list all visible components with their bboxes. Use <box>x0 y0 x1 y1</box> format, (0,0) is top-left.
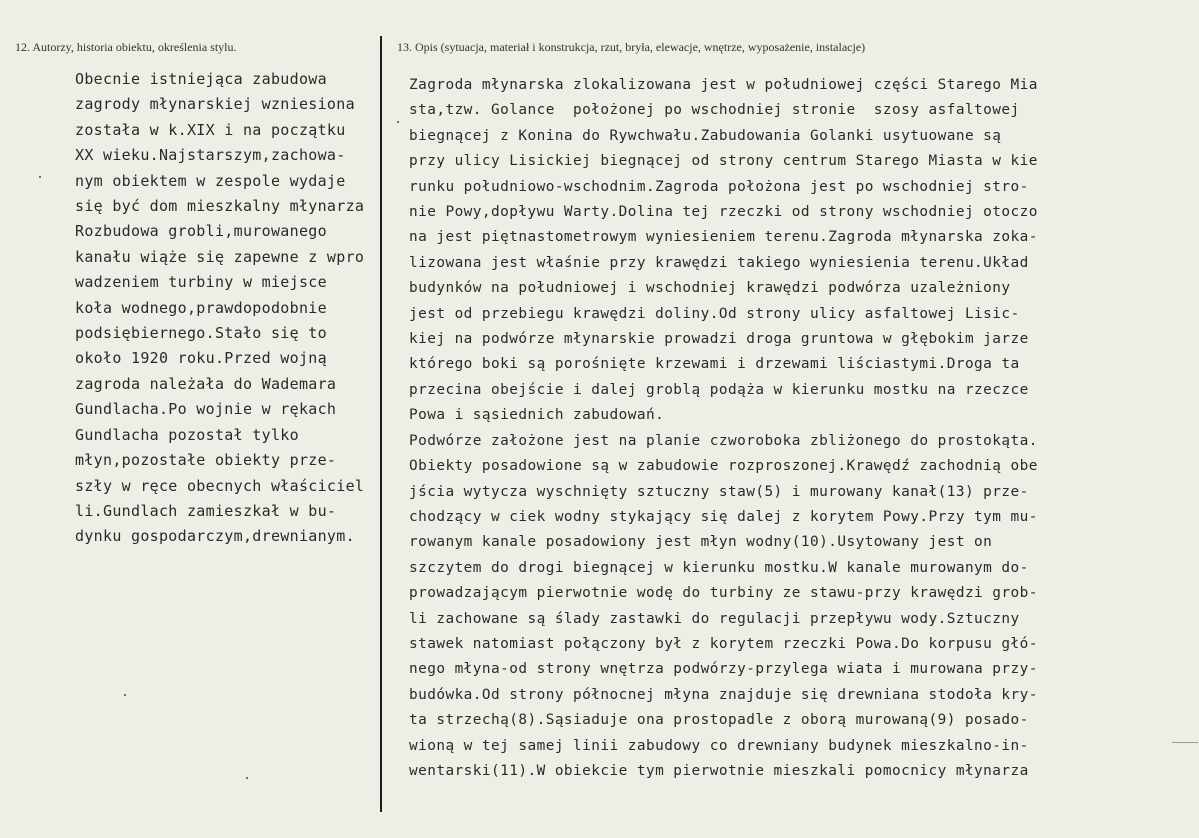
history-text-line: została w k.XIX i na początku <box>75 120 346 139</box>
history-text-column <box>75 67 364 550</box>
history-text-line: koła wodnego,prawdopodobnie <box>75 298 327 317</box>
history-text-line: zagroda należała do Wademara <box>75 374 337 393</box>
description-text-line: Zagroda młynarska zlokalizowana jest w południowej części Starego Mia <box>409 77 1038 93</box>
history-text-line: li.Gundlach zamieszkał w bu- <box>75 501 337 520</box>
description-text-line: Powa i sąsiednich zabudowań. <box>409 407 665 424</box>
description-text-line: li zachowane są ślady zastawki do regulacji przepływu wody.Sztuczny <box>409 610 1020 627</box>
history-text-line: szły w ręce obecnych właściciel <box>75 476 365 495</box>
scan-speck <box>124 694 126 696</box>
description-text-line: budynków na południowej i wschodniej krawędzi podwórza uzależniony <box>409 280 1011 297</box>
description-text-line: runku południowo-wschodnim.Zagroda położona jest po wschodniej stro- <box>409 178 1029 195</box>
description-text-line: biegnącej z Konina do Rywchwału.Zabudowania Golanki usytuowane są <box>409 127 1002 144</box>
description-text-line: chodzący w ciek wodny stykający się dalej z korytem Powy.Przy tym mu- <box>409 508 1038 525</box>
history-text-line: podsiębiernego.Stało się to <box>75 324 327 343</box>
history-text-line: się być dom mieszkalny młynarza <box>75 197 365 216</box>
description-text-line: jest od przebiegu krawędzi doliny.Od strony ulicy asfaltowej Lisic- <box>409 305 1020 322</box>
description-text-line: prowadzającym pierwotnie wodę do turbiny ze stawu-przy krawędzi grob- <box>409 585 1038 602</box>
description-text-line: przy ulicy Lisickiej biegnącej od strony centrum Starego Miasta w kie <box>409 153 1038 170</box>
description-text-line: szczytem do drogi biegnącej w kierunku mostku.W kanale murowanym do- <box>409 559 1029 576</box>
description-text-line: nie Powy,dopływu Warty.Dolina tej rzeczki od strony wschodniej otoczo <box>409 204 1038 221</box>
description-text-line: lizowana jest właśnie przy krawędzi takiego wyniesienia terenu.Układ <box>409 254 1029 271</box>
section-heading-authors-history: 12. Autorzy, historia obiektu, określenia stylu. <box>15 40 237 54</box>
history-text-line: nym obiektem w zespole wydaje <box>75 171 346 190</box>
history-text-line: kanału wiąże się zapewne z wpro <box>75 247 365 266</box>
history-text-line: Obecnie istniejąca zabudowa <box>75 70 327 88</box>
description-text-line: wioną w tej samej linii zabudowy co drewniany budynek mieszkalno-in- <box>409 737 1029 754</box>
description-text-line: rowanym kanale posadowiony jest młyn wodny(10).Usytowany jest on <box>409 534 993 551</box>
history-text-line: zagrody młynarskiej wzniesiona <box>75 95 355 114</box>
column-divider <box>380 36 382 812</box>
description-text-line: budówka.Od strony północnej młyna znajduje się drewniana stodoła kry- <box>409 686 1038 703</box>
description-text-column <box>409 73 1038 784</box>
scan-speck <box>246 777 248 779</box>
history-text-line: Gundlacha.Po wojnie w rękach <box>75 400 337 419</box>
history-text-line: wadzeniem turbiny w miejsce <box>75 273 327 292</box>
scan-speck <box>39 176 41 178</box>
history-text-line: Rozbudowa grobli,murowanego <box>75 222 327 241</box>
history-text-line: młyn,pozostałe obiekty prze- <box>75 451 337 470</box>
description-text-line: przecina obejście i dalej groblą podąża w kierunku mostku na rzeczce <box>409 381 1029 398</box>
scan-mark <box>1172 742 1198 743</box>
description-text-line: kiej na podwórze młynarskie prowadzi droga gruntowa w głębokim jarze <box>409 331 1029 348</box>
history-text-line: około 1920 roku.Przed wojną <box>75 349 327 368</box>
history-text-line: Gundlacha pozostał tylko <box>75 425 299 444</box>
description-text-line: jścia wytycza wyschnięty sztuczny staw(5) i murowany kanał(13) prze- <box>409 483 1029 500</box>
description-text-line: ta strzechą(8).Sąsiaduje ona prostopadle z oborą murowaną(9) posado- <box>409 712 1029 729</box>
history-text-line: XX wieku.Najstarszym,zachowa- <box>75 146 346 165</box>
description-text-line: Podwórze założone jest na planie czworoboka zbliżonego do prostokąta. <box>409 432 1038 449</box>
description-text-line: którego boki są porośnięte krzewami i drzewami liściastymi.Droga ta <box>409 356 1020 373</box>
description-text-line: wentarski(11).W obiekcie tym pierwotnie mieszkali pomocnicy młynarza <box>409 762 1029 779</box>
description-text-line: sta,tzw. Golance położonej po wschodniej stronie szosy asfaltowej <box>409 102 1020 119</box>
description-text-line: na jest piętnastometrowym wyniesieniem terenu.Zagroda młynarska zoka- <box>409 229 1038 246</box>
description-text-line: nego młyna-od strony wnętrza podwórzy-przylega wiata i murowana przy- <box>409 661 1038 678</box>
scan-speck <box>397 121 399 123</box>
description-text-line: stawek natomiast połączony był z korytem rzeczki Powa.Do korpusu głó- <box>409 635 1038 652</box>
description-text-line: Obiekty posadowione są w zabudowie rozproszonej.Krawędź zachodnią obe <box>409 458 1038 475</box>
history-text-line: dynku gospodarczym,drewnianym. <box>75 527 355 546</box>
section-heading-description: 13. Opis (sytuacja, materiał i konstrukcja, rzut, bryła, elewacje, wnętrze, wyposażenie, instalacje) <box>397 40 866 54</box>
